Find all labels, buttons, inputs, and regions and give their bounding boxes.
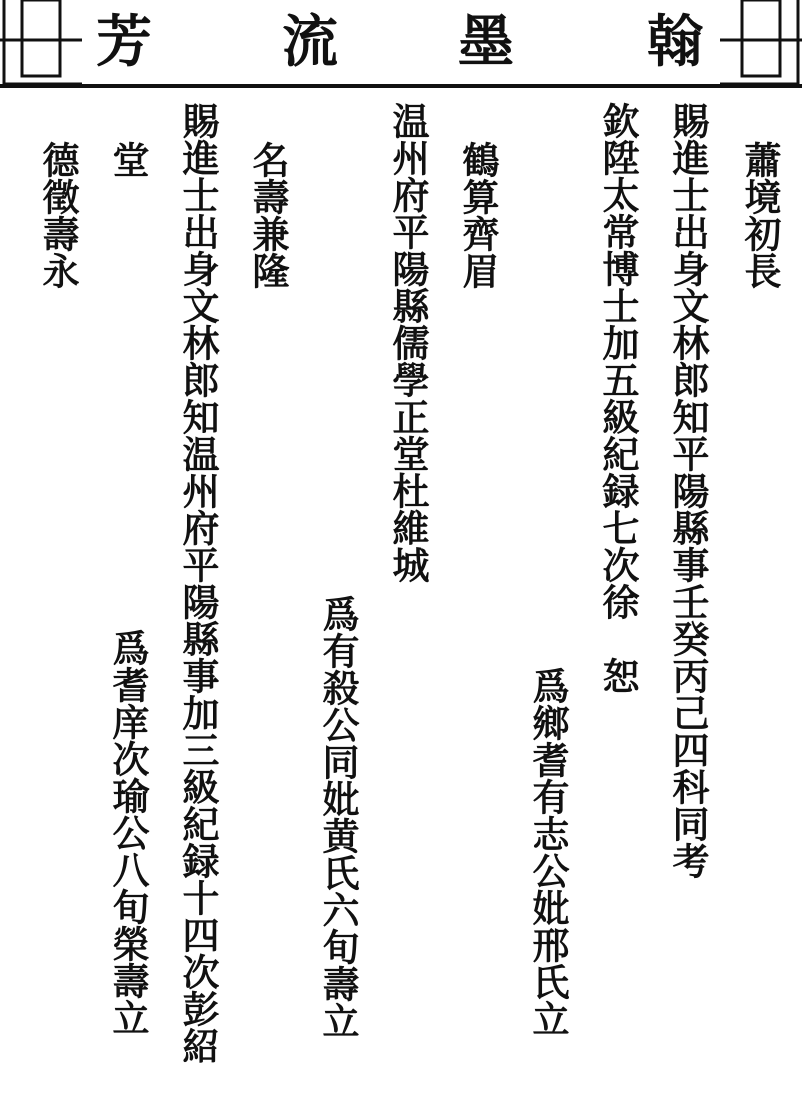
- title-banner: [0, 0, 802, 88]
- column-tang: 堂: [106, 141, 150, 178]
- title-char-4: 翰: [647, 9, 703, 75]
- column-dezheng-shouyong: 德徵壽永: [36, 141, 80, 289]
- title-char-1: 芳: [96, 9, 152, 75]
- title-char-2: 流: [282, 9, 338, 75]
- column-xiaojing-chuzhang: 蕭境初長: [738, 141, 782, 289]
- column-mingshou-jianlong: 名壽兼隆: [246, 141, 290, 289]
- column-hesuan-qimei: 鶴算齊眉: [456, 141, 500, 289]
- column-dedication-2: 爲有殺公同妣黄氏六旬壽立: [316, 595, 360, 1039]
- fret-ornament-left-icon: [0, 0, 82, 84]
- column-official-title-4: 賜進士出身文林郎知温州府平陽縣事加三級紀録十四次彭紹: [176, 102, 220, 1064]
- column-official-title-3: 温州府平陽縣儒學正堂杜維城: [386, 102, 430, 583]
- column-official-title-1: 賜進士出身文林郎知平陽縣事壬癸丙己四科同考: [666, 102, 710, 879]
- title-divider: [0, 84, 802, 88]
- title-char-3: 墨: [458, 9, 514, 75]
- fret-ornament-right-icon: [720, 0, 802, 84]
- column-dedication-1: 爲鄉耆有志公妣邢氏立: [526, 667, 570, 1037]
- column-official-title-2: 欽陞太常博士加五級紀録七次徐 恕: [596, 102, 640, 694]
- column-dedication-3: 爲耆庠次瑜公八旬榮壽立: [106, 629, 150, 1036]
